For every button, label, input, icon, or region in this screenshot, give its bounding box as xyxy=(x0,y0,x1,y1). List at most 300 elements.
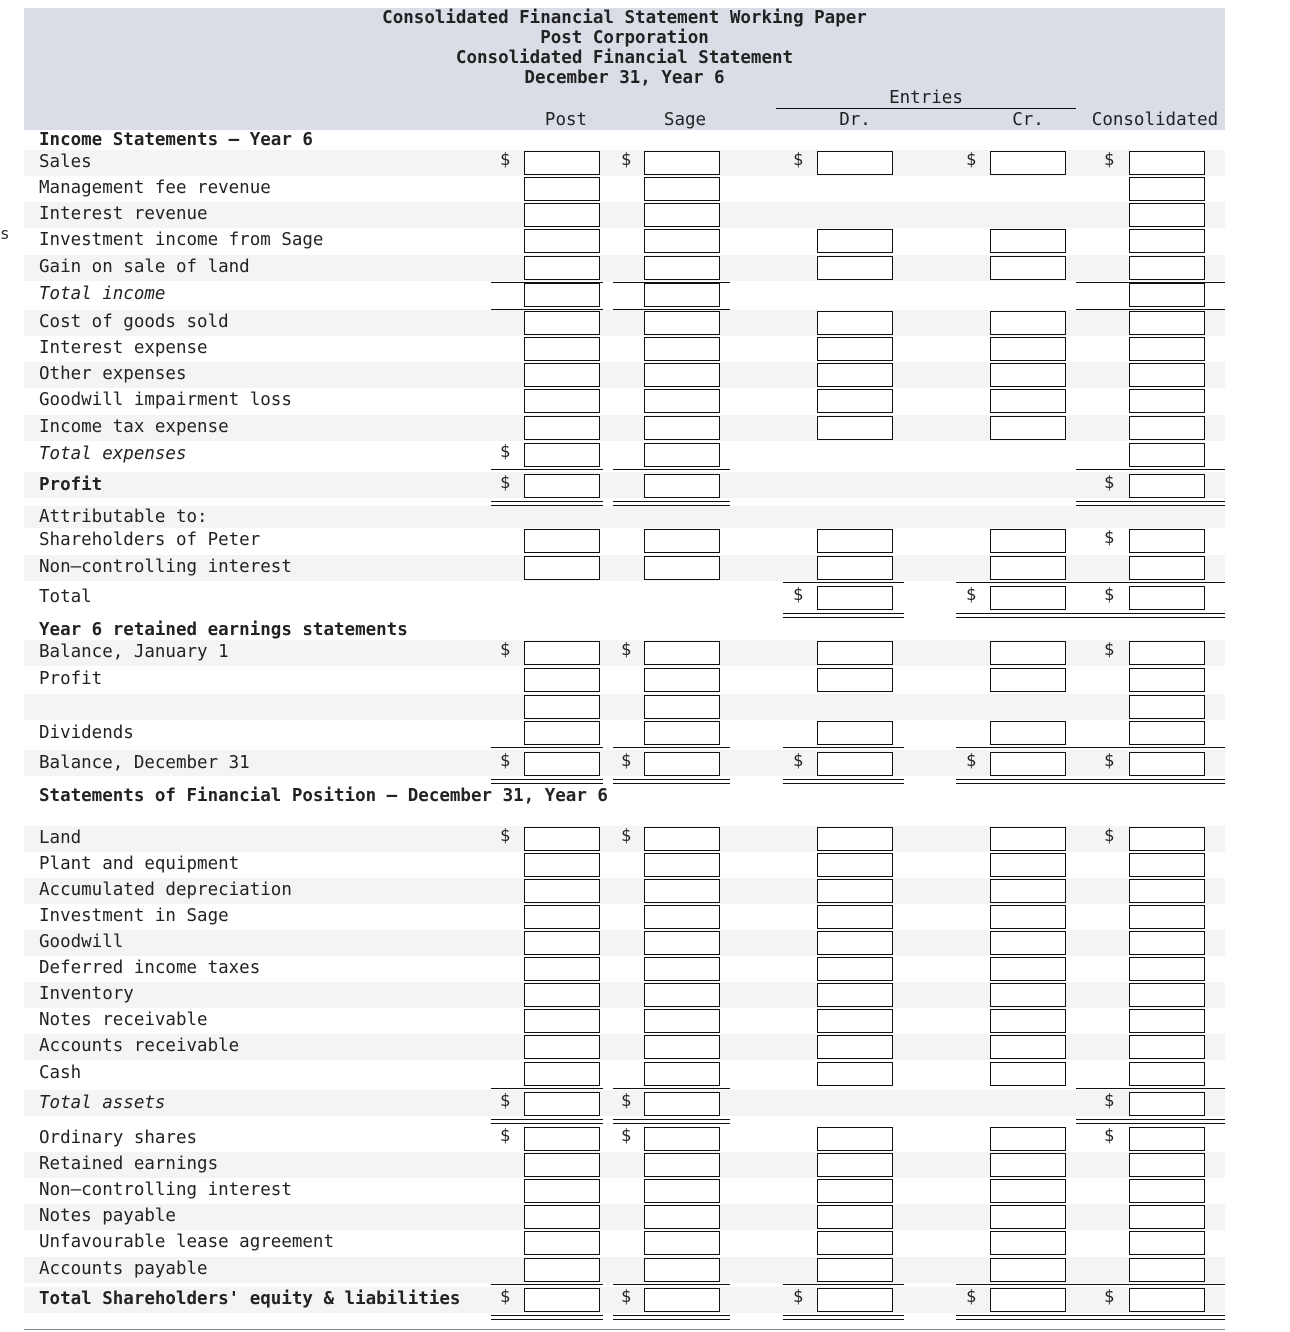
row-35-retained-earnings-consolidated-input[interactable] xyxy=(1129,1153,1205,1177)
row-36-non-controlling-interest-cr-input[interactable] xyxy=(990,1179,1066,1203)
dollar-sign: $ xyxy=(500,1126,511,1146)
row-34-ordinary-shares-cr-input[interactable] xyxy=(990,1127,1066,1151)
row-9-other-expenses-consolidated-input[interactable] xyxy=(1129,363,1205,387)
row-6-total-income-sage-input[interactable] xyxy=(644,283,720,307)
row-15-shareholders-of-peter-dr-input[interactable] xyxy=(817,529,893,553)
row-7-cost-of-goods-sold-cr-input[interactable] xyxy=(990,311,1066,335)
row-15-shareholders-of-peter-sage-input[interactable] xyxy=(644,529,720,553)
row-35-retained-earnings-post-input[interactable] xyxy=(524,1153,600,1177)
row-32-cash-dr-input[interactable] xyxy=(817,1062,893,1086)
total-double-rule xyxy=(491,779,603,784)
row-1-sales-sage-input[interactable] xyxy=(644,151,720,175)
subtotal-rule xyxy=(783,582,904,583)
subtotal-rule xyxy=(491,1284,603,1285)
header-statement: Consolidated Financial Statement xyxy=(455,48,794,68)
row-2-management-fee-revenue-post-input[interactable] xyxy=(524,177,600,201)
row-33-total-assets-consolidated-input[interactable] xyxy=(1129,1092,1205,1116)
dollar-sign: $ xyxy=(500,826,511,846)
row-39-accounts-payable-dr-input[interactable] xyxy=(817,1258,893,1282)
total-double-rule xyxy=(1076,1315,1225,1320)
row-35-retained-earnings-sage-input[interactable] xyxy=(644,1153,720,1177)
row-10-goodwill-impairment-loss-cr-input[interactable] xyxy=(990,389,1066,413)
row-label: Accounts receivable xyxy=(39,1036,240,1056)
dollar-sign: $ xyxy=(1104,528,1115,548)
row-27-goodwill-consolidated-input[interactable] xyxy=(1129,931,1205,955)
row-22-balance-december-31-sage-input[interactable] xyxy=(644,752,720,776)
dollar-sign: $ xyxy=(966,585,977,605)
row-39-accounts-payable-post-input[interactable] xyxy=(524,1258,600,1282)
row-19-profit-cr-input[interactable] xyxy=(990,668,1066,692)
dollar-sign: $ xyxy=(1104,1126,1115,1146)
row-stripe xyxy=(24,472,1225,498)
row-label: Total expenses xyxy=(39,444,187,464)
row-30-notes-receivable-post-input[interactable] xyxy=(524,1009,600,1033)
row-label: Notes receivable xyxy=(39,1010,208,1030)
row-15-shareholders-of-peter-consolidated-input[interactable] xyxy=(1129,529,1205,553)
row-label: Land xyxy=(39,828,82,848)
dollar-sign: $ xyxy=(621,826,632,846)
row-label: Ordinary shares xyxy=(39,1128,198,1148)
dollar-sign: $ xyxy=(621,1287,632,1307)
row-38-unfavourable-lease-agreement-consolidated-input[interactable] xyxy=(1129,1231,1205,1255)
row-26-investment-in-sage-post-input[interactable] xyxy=(524,905,600,929)
row-23-land-sage-input[interactable] xyxy=(644,827,720,851)
total-double-rule xyxy=(613,1119,730,1124)
row-38-unfavourable-lease-agreement-dr-input[interactable] xyxy=(817,1231,893,1255)
row-21-dividends-dr-input[interactable] xyxy=(817,721,893,745)
subtotal-rule xyxy=(956,747,1077,748)
dollar-sign: $ xyxy=(1104,585,1115,605)
row-16-non-controlling-interest-consolidated-input[interactable] xyxy=(1129,556,1205,580)
row-26-investment-in-sage-sage-input[interactable] xyxy=(644,905,720,929)
subtotal-rule xyxy=(1076,582,1225,583)
row-8-interest-expense-sage-input[interactable] xyxy=(644,337,720,361)
subtotal-rule xyxy=(956,1284,1077,1285)
row-11-income-tax-expense-consolidated-input[interactable] xyxy=(1129,416,1205,440)
dollar-sign: $ xyxy=(500,473,511,493)
row-8-interest-expense-cr-input[interactable] xyxy=(990,337,1066,361)
row-2-management-fee-revenue-sage-input[interactable] xyxy=(644,177,720,201)
row-25-accumulated-depreciation-dr-input[interactable] xyxy=(817,879,893,903)
subtotal-rule xyxy=(1076,1284,1225,1285)
row-20-blank-consolidated-input[interactable] xyxy=(1129,695,1205,719)
row-11-income-tax-expense-dr-input[interactable] xyxy=(817,416,893,440)
row-20-blank-post-input[interactable] xyxy=(524,695,600,719)
subtotal-rule xyxy=(783,747,904,748)
row-37-notes-payable-cr-input[interactable] xyxy=(990,1205,1066,1229)
row-4-investment-income-from-sage-consolidated-input[interactable] xyxy=(1129,229,1205,253)
dollar-sign: $ xyxy=(966,751,977,771)
row-13-profit-sage-input[interactable] xyxy=(644,474,720,498)
row-27-goodwill-post-input[interactable] xyxy=(524,931,600,955)
row-28-deferred-income-taxes-cr-input[interactable] xyxy=(990,957,1066,981)
row-31-accounts-receivable-dr-input[interactable] xyxy=(817,1035,893,1059)
dollar-sign: $ xyxy=(500,751,511,771)
row-label: Sales xyxy=(39,152,92,172)
row-1-sales-cr-input[interactable] xyxy=(990,151,1066,175)
row-7-cost-of-goods-sold-post-input[interactable] xyxy=(524,311,600,335)
dollar-sign: $ xyxy=(1104,473,1115,493)
row-37-notes-payable-dr-input[interactable] xyxy=(817,1205,893,1229)
dollar-sign: $ xyxy=(1104,640,1115,660)
row-35-retained-earnings-dr-input[interactable] xyxy=(817,1153,893,1177)
row-17-total-cr-input[interactable] xyxy=(990,586,1066,610)
row-30-notes-receivable-consolidated-input[interactable] xyxy=(1129,1009,1205,1033)
row-28-deferred-income-taxes-post-input[interactable] xyxy=(524,957,600,981)
row-15-shareholders-of-peter-cr-input[interactable] xyxy=(990,529,1066,553)
row-13-profit-post-input[interactable] xyxy=(524,474,600,498)
row-label: Balance, December 31 xyxy=(39,753,250,773)
row-23-land-post-input[interactable] xyxy=(524,827,600,851)
row-label: Non–controlling interest xyxy=(39,1180,292,1200)
row-label: Retained earnings xyxy=(39,1154,219,1174)
column-header-cr: Cr. xyxy=(1012,110,1044,130)
row-40-total-shareholders-equity-liabilities-consolidated-input[interactable] xyxy=(1129,1288,1205,1312)
row-25-accumulated-depreciation-consolidated-input[interactable] xyxy=(1129,879,1205,903)
row-label: Dividends xyxy=(39,723,134,743)
row-36-non-controlling-interest-consolidated-input[interactable] xyxy=(1129,1179,1205,1203)
row-31-accounts-receivable-post-input[interactable] xyxy=(524,1035,600,1059)
row-10-goodwill-impairment-loss-consolidated-input[interactable] xyxy=(1129,389,1205,413)
row-label: Accumulated depreciation xyxy=(39,880,292,900)
row-32-cash-sage-input[interactable] xyxy=(644,1062,720,1086)
row-label: Investment income from Sage xyxy=(39,230,324,250)
column-header-dr: Dr. xyxy=(839,110,871,130)
row-3-interest-revenue-sage-input[interactable] xyxy=(644,203,720,227)
row-11-income-tax-expense-cr-input[interactable] xyxy=(990,416,1066,440)
dollar-sign: $ xyxy=(500,640,511,660)
row-15-shareholders-of-peter-post-input[interactable] xyxy=(524,529,600,553)
row-38-unfavourable-lease-agreement-cr-input[interactable] xyxy=(990,1231,1066,1255)
row-29-inventory-sage-input[interactable] xyxy=(644,983,720,1007)
row-30-notes-receivable-cr-input[interactable] xyxy=(990,1009,1066,1033)
row-19-profit-dr-input[interactable] xyxy=(817,668,893,692)
row-4-investment-income-from-sage-post-input[interactable] xyxy=(524,229,600,253)
header-company: Post Corporation xyxy=(540,28,709,48)
row-28-deferred-income-taxes-sage-input[interactable] xyxy=(644,957,720,981)
total-double-rule xyxy=(956,1315,1077,1320)
row-12-total-expenses-sage-input[interactable] xyxy=(644,443,720,467)
row-18-balance-january-1-consolidated-input[interactable] xyxy=(1129,641,1205,665)
row-25-accumulated-depreciation-post-input[interactable] xyxy=(524,879,600,903)
row-24-plant-and-equipment-dr-input[interactable] xyxy=(817,853,893,877)
row-8-interest-expense-consolidated-input[interactable] xyxy=(1129,337,1205,361)
dollar-sign: $ xyxy=(621,751,632,771)
row-32-cash-cr-input[interactable] xyxy=(990,1062,1066,1086)
row-35-retained-earnings-cr-input[interactable] xyxy=(990,1153,1066,1177)
row-label: Other expenses xyxy=(39,364,187,384)
column-header-sage: Sage xyxy=(663,110,707,130)
section-heading-position: Statements of Financial Position – December 31, Year 6 xyxy=(39,786,608,806)
row-16-non-controlling-interest-post-input[interactable] xyxy=(524,556,600,580)
row-9-other-expenses-cr-input[interactable] xyxy=(990,363,1066,387)
total-double-rule xyxy=(783,779,904,784)
row-1-sales-post-input[interactable] xyxy=(524,151,600,175)
row-21-dividends-consolidated-input[interactable] xyxy=(1129,721,1205,745)
row-label: Income tax expense xyxy=(39,417,229,437)
row-18-balance-january-1-post-input[interactable] xyxy=(524,641,600,665)
row-5-gain-on-sale-of-land-consolidated-input[interactable] xyxy=(1129,256,1205,280)
row-34-ordinary-shares-sage-input[interactable] xyxy=(644,1127,720,1151)
row-16-non-controlling-interest-dr-input[interactable] xyxy=(817,556,893,580)
row-label: Total xyxy=(39,587,92,607)
row-label: Cost of goods sold xyxy=(39,312,229,332)
row-stripe xyxy=(24,694,1225,720)
row-5-gain-on-sale-of-land-post-input[interactable] xyxy=(524,256,600,280)
row-12-total-expenses-post-input[interactable] xyxy=(524,443,600,467)
row-5-gain-on-sale-of-land-dr-input[interactable] xyxy=(817,256,893,280)
row-18-balance-january-1-dr-input[interactable] xyxy=(817,641,893,665)
row-25-accumulated-depreciation-cr-input[interactable] xyxy=(990,879,1066,903)
row-2-management-fee-revenue-consolidated-input[interactable] xyxy=(1129,177,1205,201)
row-39-accounts-payable-consolidated-input[interactable] xyxy=(1129,1258,1205,1282)
dollar-sign: $ xyxy=(621,640,632,660)
subtotal-rule xyxy=(783,1284,904,1285)
row-29-inventory-post-input[interactable] xyxy=(524,983,600,1007)
section-heading-retained: Year 6 retained earnings statements xyxy=(39,620,408,640)
subtotal-rule xyxy=(956,582,1077,583)
row-24-plant-and-equipment-sage-input[interactable] xyxy=(644,853,720,877)
row-10-goodwill-impairment-loss-sage-input[interactable] xyxy=(644,389,720,413)
row-29-inventory-dr-input[interactable] xyxy=(817,983,893,1007)
row-21-dividends-cr-input[interactable] xyxy=(990,721,1066,745)
row-label: Management fee revenue xyxy=(39,178,271,198)
dollar-sign: $ xyxy=(793,150,804,170)
row-29-inventory-consolidated-input[interactable] xyxy=(1129,983,1205,1007)
dollar-sign: $ xyxy=(500,442,511,462)
dollar-sign: $ xyxy=(1104,150,1115,170)
row-4-investment-income-from-sage-sage-input[interactable] xyxy=(644,229,720,253)
row-38-unfavourable-lease-agreement-sage-input[interactable] xyxy=(644,1231,720,1255)
subtotal-rule xyxy=(491,1088,603,1089)
dollar-sign: $ xyxy=(1104,826,1115,846)
row-29-inventory-cr-input[interactable] xyxy=(990,983,1066,1007)
row-3-interest-revenue-consolidated-input[interactable] xyxy=(1129,203,1205,227)
row-23-land-dr-input[interactable] xyxy=(817,827,893,851)
row-18-balance-january-1-cr-input[interactable] xyxy=(990,641,1066,665)
subtotal-rule xyxy=(1076,1088,1225,1089)
row-label: Total Shareholders' equity & liabilities xyxy=(39,1289,461,1309)
row-40-total-shareholders-equity-liabilities-dr-input[interactable] xyxy=(817,1288,893,1312)
row-label: Goodwill xyxy=(39,932,124,952)
row-19-profit-post-input[interactable] xyxy=(524,668,600,692)
column-header-post: Post xyxy=(544,110,588,130)
row-10-goodwill-impairment-loss-post-input[interactable] xyxy=(524,389,600,413)
bottom-rule xyxy=(24,1329,1225,1330)
row-31-accounts-receivable-consolidated-input[interactable] xyxy=(1129,1035,1205,1059)
row-26-investment-in-sage-consolidated-input[interactable] xyxy=(1129,905,1205,929)
row-label: Unfavourable lease agreement xyxy=(39,1232,335,1252)
row-31-accounts-receivable-cr-input[interactable] xyxy=(990,1035,1066,1059)
row-36-non-controlling-interest-dr-input[interactable] xyxy=(817,1179,893,1203)
row-37-notes-payable-consolidated-input[interactable] xyxy=(1129,1205,1205,1229)
row-5-gain-on-sale-of-land-cr-input[interactable] xyxy=(990,256,1066,280)
row-32-cash-post-input[interactable] xyxy=(524,1062,600,1086)
row-36-non-controlling-interest-post-input[interactable] xyxy=(524,1179,600,1203)
row-26-investment-in-sage-cr-input[interactable] xyxy=(990,905,1066,929)
row-40-total-shareholders-equity-liabilities-post-input[interactable] xyxy=(524,1288,600,1312)
header-date: December 31, Year 6 xyxy=(524,68,725,88)
row-36-non-controlling-interest-sage-input[interactable] xyxy=(644,1179,720,1203)
row-label: Cash xyxy=(39,1063,82,1083)
subtotal-rule xyxy=(491,469,603,470)
total-double-rule xyxy=(783,613,904,618)
row-32-cash-consolidated-input[interactable] xyxy=(1129,1062,1205,1086)
row-22-balance-december-31-post-input[interactable] xyxy=(524,752,600,776)
dollar-sign: $ xyxy=(621,1091,632,1111)
row-label: Investment in Sage xyxy=(39,906,229,926)
total-double-rule xyxy=(956,779,1077,784)
row-label: Balance, January 1 xyxy=(39,642,229,662)
dollar-sign: $ xyxy=(500,1091,511,1111)
row-25-accumulated-depreciation-sage-input[interactable] xyxy=(644,879,720,903)
row-1-sales-dr-input[interactable] xyxy=(817,151,893,175)
entries-underline xyxy=(776,108,1076,109)
row-22-balance-december-31-dr-input[interactable] xyxy=(817,752,893,776)
dollar-sign: $ xyxy=(1104,751,1115,771)
row-24-plant-and-equipment-post-input[interactable] xyxy=(524,853,600,877)
cut-off-edge-text: s xyxy=(0,224,10,243)
row-28-deferred-income-taxes-dr-input[interactable] xyxy=(817,957,893,981)
section-heading-income: Income Statements – Year 6 xyxy=(39,130,313,150)
row-label: Non–controlling interest xyxy=(39,557,292,577)
row-9-other-expenses-dr-input[interactable] xyxy=(817,363,893,387)
row-label: Total income xyxy=(39,284,166,304)
row-label: Interest revenue xyxy=(39,204,208,224)
row-40-total-shareholders-equity-liabilities-sage-input[interactable] xyxy=(644,1288,720,1312)
total-double-rule xyxy=(491,1119,603,1124)
row-12-total-expenses-consolidated-input[interactable] xyxy=(1129,443,1205,467)
dollar-sign: $ xyxy=(500,1287,511,1307)
row-22-balance-december-31-consolidated-input[interactable] xyxy=(1129,752,1205,776)
row-10-goodwill-impairment-loss-dr-input[interactable] xyxy=(817,389,893,413)
header-title: Consolidated Financial Statement Working Paper xyxy=(382,8,867,28)
row-label: Interest expense xyxy=(39,338,208,358)
row-27-goodwill-sage-input[interactable] xyxy=(644,931,720,955)
row-39-accounts-payable-sage-input[interactable] xyxy=(644,1258,720,1282)
row-label: Total assets xyxy=(39,1093,166,1113)
row-16-non-controlling-interest-sage-input[interactable] xyxy=(644,556,720,580)
row-label: Shareholders of Peter xyxy=(39,530,261,550)
row-17-total-consolidated-input[interactable] xyxy=(1129,586,1205,610)
row-38-unfavourable-lease-agreement-post-input[interactable] xyxy=(524,1231,600,1255)
total-double-rule xyxy=(1076,613,1225,618)
row-18-balance-january-1-sage-input[interactable] xyxy=(644,641,720,665)
row-39-accounts-payable-cr-input[interactable] xyxy=(990,1258,1066,1282)
total-double-rule xyxy=(956,613,1077,618)
row-label: Accounts payable xyxy=(39,1259,208,1279)
dollar-sign: $ xyxy=(966,1287,977,1307)
row-7-cost-of-goods-sold-dr-input[interactable] xyxy=(817,311,893,335)
subtotal-rule xyxy=(613,1088,730,1089)
row-26-investment-in-sage-dr-input[interactable] xyxy=(817,905,893,929)
total-double-rule xyxy=(613,779,730,784)
row-23-land-consolidated-input[interactable] xyxy=(1129,827,1205,851)
row-6-total-income-consolidated-input[interactable] xyxy=(1129,283,1205,307)
dollar-sign: $ xyxy=(966,150,977,170)
row-5-gain-on-sale-of-land-sage-input[interactable] xyxy=(644,256,720,280)
row-9-other-expenses-sage-input[interactable] xyxy=(644,363,720,387)
row-19-profit-consolidated-input[interactable] xyxy=(1129,668,1205,692)
row-30-notes-receivable-dr-input[interactable] xyxy=(817,1009,893,1033)
row-33-total-assets-sage-input[interactable] xyxy=(644,1092,720,1116)
row-30-notes-receivable-sage-input[interactable] xyxy=(644,1009,720,1033)
row-label: Goodwill impairment loss xyxy=(39,390,292,410)
row-37-notes-payable-sage-input[interactable] xyxy=(644,1205,720,1229)
dollar-sign: $ xyxy=(1104,1287,1115,1307)
row-21-dividends-post-input[interactable] xyxy=(524,721,600,745)
subtotal-rule xyxy=(1076,469,1225,470)
row-24-plant-and-equipment-consolidated-input[interactable] xyxy=(1129,853,1205,877)
dollar-sign: $ xyxy=(500,150,511,170)
dollar-sign: $ xyxy=(793,751,804,771)
row-33-total-assets-post-input[interactable] xyxy=(524,1092,600,1116)
row-11-income-tax-expense-post-input[interactable] xyxy=(524,416,600,440)
row-4-investment-income-from-sage-cr-input[interactable] xyxy=(990,229,1066,253)
column-header-consolidated: Consolidated xyxy=(1091,110,1219,130)
row-label: Plant and equipment xyxy=(39,854,240,874)
row-24-plant-and-equipment-cr-input[interactable] xyxy=(990,853,1066,877)
total-double-rule xyxy=(783,1315,904,1320)
subtotal-rule xyxy=(613,747,730,748)
row-label: Attributable to: xyxy=(39,507,208,527)
row-16-non-controlling-interest-cr-input[interactable] xyxy=(990,556,1066,580)
row-20-blank-sage-input[interactable] xyxy=(644,695,720,719)
dollar-sign: $ xyxy=(1104,1091,1115,1111)
row-7-cost-of-goods-sold-consolidated-input[interactable] xyxy=(1129,311,1205,335)
row-22-balance-december-31-cr-input[interactable] xyxy=(990,752,1066,776)
row-37-notes-payable-post-input[interactable] xyxy=(524,1205,600,1229)
row-11-income-tax-expense-sage-input[interactable] xyxy=(644,416,720,440)
row-34-ordinary-shares-consolidated-input[interactable] xyxy=(1129,1127,1205,1151)
row-8-interest-expense-dr-input[interactable] xyxy=(817,337,893,361)
row-27-goodwill-cr-input[interactable] xyxy=(990,931,1066,955)
total-double-rule xyxy=(613,1315,730,1320)
total-double-rule xyxy=(1076,1119,1225,1124)
dollar-sign: $ xyxy=(793,585,804,605)
row-19-profit-sage-input[interactable] xyxy=(644,668,720,692)
total-double-rule xyxy=(1076,779,1225,784)
row-3-interest-revenue-post-input[interactable] xyxy=(524,203,600,227)
row-7-cost-of-goods-sold-sage-input[interactable] xyxy=(644,311,720,335)
row-27-goodwill-dr-input[interactable] xyxy=(817,931,893,955)
row-17-total-dr-input[interactable] xyxy=(817,586,893,610)
row-34-ordinary-shares-dr-input[interactable] xyxy=(817,1127,893,1151)
subtotal-rule xyxy=(491,747,603,748)
row-40-total-shareholders-equity-liabilities-cr-input[interactable] xyxy=(990,1288,1066,1312)
row-13-profit-consolidated-input[interactable] xyxy=(1129,474,1205,498)
row-8-interest-expense-post-input[interactable] xyxy=(524,337,600,361)
row-1-sales-consolidated-input[interactable] xyxy=(1129,151,1205,175)
subtotal-rule xyxy=(613,469,730,470)
row-9-other-expenses-post-input[interactable] xyxy=(524,363,600,387)
row-4-investment-income-from-sage-dr-input[interactable] xyxy=(817,229,893,253)
row-6-total-income-post-input[interactable] xyxy=(524,283,600,307)
row-28-deferred-income-taxes-consolidated-input[interactable] xyxy=(1129,957,1205,981)
row-34-ordinary-shares-post-input[interactable] xyxy=(524,1127,600,1151)
row-31-accounts-receivable-sage-input[interactable] xyxy=(644,1035,720,1059)
row-label: Inventory xyxy=(39,984,134,1004)
entries-header: Entries xyxy=(889,88,963,108)
row-23-land-cr-input[interactable] xyxy=(990,827,1066,851)
row-label: Profit xyxy=(39,475,103,495)
dollar-sign: $ xyxy=(621,150,632,170)
row-label: Deferred income taxes xyxy=(39,958,261,978)
row-label: Profit xyxy=(39,669,103,689)
row-21-dividends-sage-input[interactable] xyxy=(644,721,720,745)
subtotal-rule xyxy=(613,1284,730,1285)
total-double-rule xyxy=(491,1315,603,1320)
